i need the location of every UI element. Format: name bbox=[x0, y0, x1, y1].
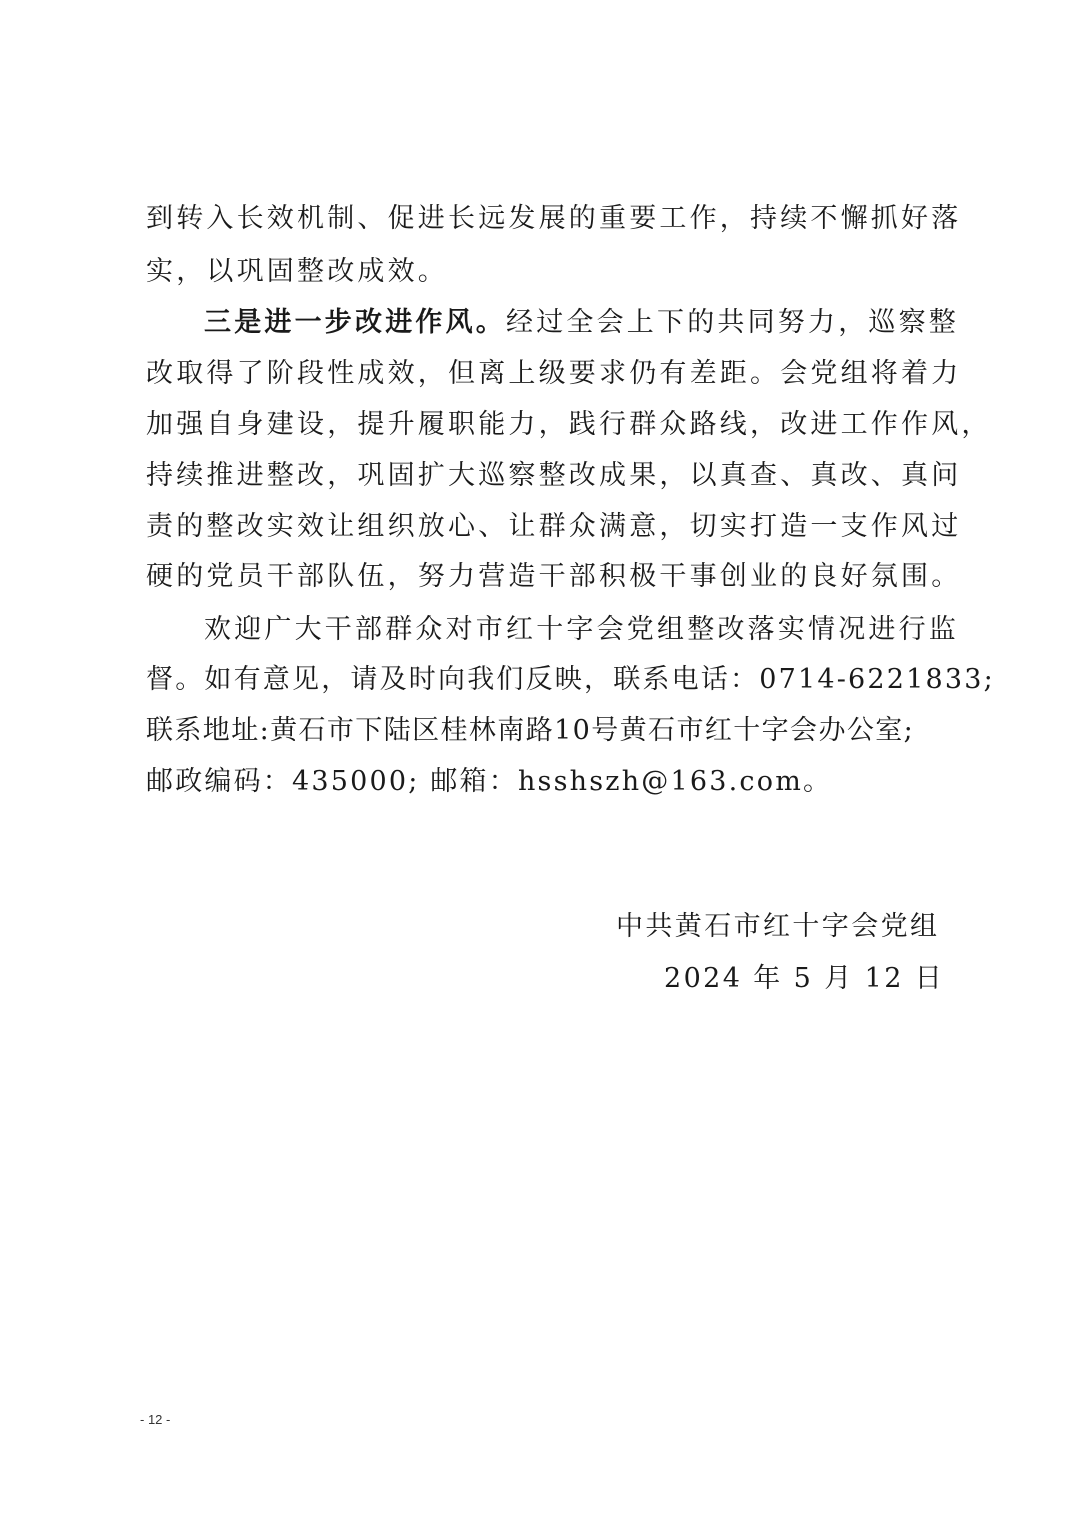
contact-phone-line: 督。如有意见，请及时向我们反映，联系电话：0714-6221833; bbox=[146, 664, 995, 695]
body-line: 硬的党员干部队伍，努力营造干部积极干事创业的良好氛围。 bbox=[146, 561, 962, 592]
body-line: 责的整改实效让组织放心、让群众满意，切实打造一支作风过 bbox=[146, 511, 962, 542]
page-number: - 12 - bbox=[140, 1412, 171, 1427]
body-line: 实，以巩固整改成效。 bbox=[146, 256, 448, 287]
body-line: 欢迎广大干部群众对市红十字会党组整改落实情况进行监 bbox=[204, 614, 959, 645]
signature-organization: 中共黄石市红十字会党组 bbox=[616, 911, 940, 942]
signature-date: 2024 年 5 月 12 日 bbox=[664, 963, 945, 994]
body-text: 经过全会上下的共同努力，巡察整 bbox=[506, 307, 959, 338]
body-line: 持续推进整改，巩固扩大巡察整改成果，以真查、真改、真问 bbox=[146, 460, 962, 491]
contact-email-line: 邮政编码：435000; 邮箱：hsshszh@163.com。 bbox=[146, 766, 833, 797]
body-line: 改取得了阶段性成效，但离上级要求仍有差距。会党组将着力 bbox=[146, 358, 962, 389]
paragraph-heading: 三是进一步改进作风。 bbox=[204, 307, 506, 338]
contact-address-line: 联系地址:黄石市下陆区桂林南路10号黄石市红十字会办公室; bbox=[146, 715, 915, 746]
body-line: 到转入长效机制、促进长远发展的重要工作，持续不懈抓好落 bbox=[146, 203, 962, 234]
body-line: 加强自身建设，提升履职能力，践行群众路线，改进工作作风， bbox=[146, 409, 992, 440]
paragraph-three-first-line bbox=[204, 304, 959, 342]
